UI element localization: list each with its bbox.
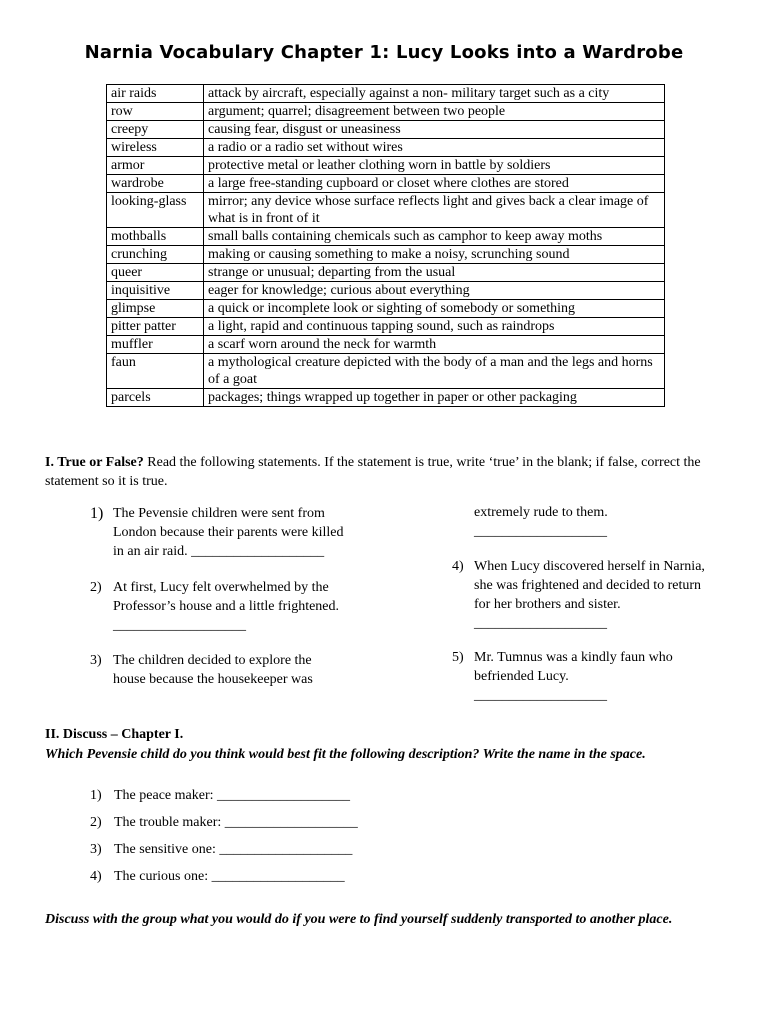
- vocab-definition: protective metal or leather clothing worn in battle by soldiers: [204, 157, 665, 175]
- vocab-row: [107, 318, 665, 336]
- vocab-row: [107, 389, 665, 407]
- item-number: 3): [90, 842, 102, 857]
- question-number: 1): [90, 505, 104, 522]
- question-number: 3): [90, 653, 102, 668]
- question-number: 4): [452, 559, 464, 574]
- item-number: 4): [90, 869, 102, 884]
- vocab-row: [107, 282, 665, 300]
- item-text: The sensitive one: ___________________: [114, 842, 353, 857]
- discuss-item-3: [90, 840, 352, 859]
- vocab-word: creepy: [107, 121, 204, 139]
- section-1-instructions: Read the following statements. If the statement is true, write ‘true’ in the blank; if false, correct the statement so it is true.: [45, 455, 701, 489]
- item-number: 2): [90, 815, 102, 830]
- vocab-definition: a scarf worn around the neck for warmth: [204, 336, 665, 354]
- vocab-row: [107, 246, 665, 264]
- vocab-word: glimpse: [107, 300, 204, 318]
- question-line: ___________________: [474, 688, 607, 703]
- vocab-definition: packages; things wrapped up together in paper or other packaging: [204, 389, 665, 407]
- vocab-row: [107, 264, 665, 282]
- tf-question-3-continued: [474, 503, 744, 541]
- question-line: Professor’s house and a little frightened.: [113, 599, 340, 614]
- vocab-definition: mirror; any device whose surface reflects light and gives back a clear image of what is in front of it: [204, 193, 665, 228]
- question-line: ___________________: [474, 524, 607, 539]
- question-number: 5): [452, 650, 464, 665]
- question-line: ___________________: [113, 618, 246, 633]
- vocab-row: [107, 103, 665, 121]
- discuss-item-1: [90, 786, 350, 805]
- item-text: The peace maker: ___________________: [114, 788, 350, 803]
- vocab-word: air raids: [107, 85, 204, 103]
- vocab-definition: a radio or a radio set without wires: [204, 139, 665, 157]
- vocab-word: wireless: [107, 139, 204, 157]
- vocab-definition: a mythological creature depicted with the body of a man and the legs and horns of a goat: [204, 354, 665, 389]
- vocab-word: faun: [107, 354, 204, 389]
- page-title: Narnia Vocabulary Chapter 1: Lucy Looks into a Wardrobe: [84, 42, 684, 63]
- item-number: 1): [90, 788, 102, 803]
- vocab-row: [107, 228, 665, 246]
- vocab-definition: a quick or incomplete look or sighting of somebody or something: [204, 300, 665, 318]
- section-1-heading: I. True or False?: [45, 455, 144, 470]
- question-line: Mr. Tumnus was a kindly faun who: [474, 650, 673, 665]
- vocab-definition: a large free-standing cupboard or closet where clothes are stored: [204, 175, 665, 193]
- vocab-word: inquisitive: [107, 282, 204, 300]
- vocab-word: row: [107, 103, 204, 121]
- question-line: The Pevensie children were sent from: [113, 506, 325, 521]
- question-line: house because the housekeeper was: [113, 672, 313, 687]
- vocab-row: [107, 354, 665, 389]
- vocab-word: looking-glass: [107, 193, 204, 228]
- discuss-item-4: [90, 867, 345, 886]
- vocab-row: [107, 121, 665, 139]
- question-line: for her brothers and sister.: [474, 597, 621, 612]
- vocab-word: queer: [107, 264, 204, 282]
- vocab-word: parcels: [107, 389, 204, 407]
- vocab-row: [107, 85, 665, 103]
- vocab-definition: eager for knowledge; curious about everything: [204, 282, 665, 300]
- vocab-word: pitter patter: [107, 318, 204, 336]
- vocab-row: [107, 175, 665, 193]
- question-line: befriended Lucy.: [474, 669, 569, 684]
- question-line: At first, Lucy felt overwhelmed by the: [113, 580, 329, 595]
- vocab-row: [107, 193, 665, 228]
- section-2-instruction: Which Pevensie child do you think would best fit the following description? Write the name in the space.: [45, 747, 646, 762]
- item-text: The trouble maker: ___________________: [114, 815, 358, 830]
- vocab-word: crunching: [107, 246, 204, 264]
- vocabulary-table: [106, 84, 665, 407]
- question-line: ___________________: [474, 616, 607, 631]
- vocab-row: [107, 300, 665, 318]
- vocab-row: [107, 157, 665, 175]
- vocab-row: [107, 336, 665, 354]
- vocab-definition: making or causing something to make a noisy, scrunching sound: [204, 246, 665, 264]
- vocab-definition: attack by aircraft, especially against a non- military target such as a city: [204, 85, 665, 103]
- section-2-heading: II. Discuss – Chapter I.: [45, 727, 184, 742]
- discuss-item-2: [90, 813, 358, 832]
- vocab-definition: strange or unusual; departing from the usual: [204, 264, 665, 282]
- vocab-word: armor: [107, 157, 204, 175]
- vocab-definition: a light, rapid and continuous tapping sound, such as raindrops: [204, 318, 665, 336]
- question-number: 2): [90, 580, 102, 595]
- vocab-definition: argument; quarrel; disagreement between two people: [204, 103, 665, 121]
- vocab-word: wardrobe: [107, 175, 204, 193]
- vocab-word: muffler: [107, 336, 204, 354]
- closing-prompt: Discuss with the group what you would do if you were to find yourself suddenly transported to another place.: [45, 912, 673, 927]
- question-line: The children decided to explore the: [113, 653, 312, 668]
- section-1-intro: [45, 453, 725, 491]
- question-line: When Lucy discovered herself in Narnia,: [474, 559, 705, 574]
- question-line: extremely rude to them.: [474, 505, 608, 520]
- question-line: London because their parents were killed: [113, 525, 344, 540]
- vocab-definition: causing fear, disgust or uneasiness: [204, 121, 665, 139]
- vocab-definition: small balls containing chemicals such as camphor to keep away moths: [204, 228, 665, 246]
- vocab-word: mothballs: [107, 228, 204, 246]
- question-line: she was frightened and decided to return: [474, 578, 702, 593]
- vocab-row: [107, 139, 665, 157]
- question-line: in an air raid. ___________________: [113, 544, 325, 559]
- item-text: The curious one: ___________________: [114, 869, 345, 884]
